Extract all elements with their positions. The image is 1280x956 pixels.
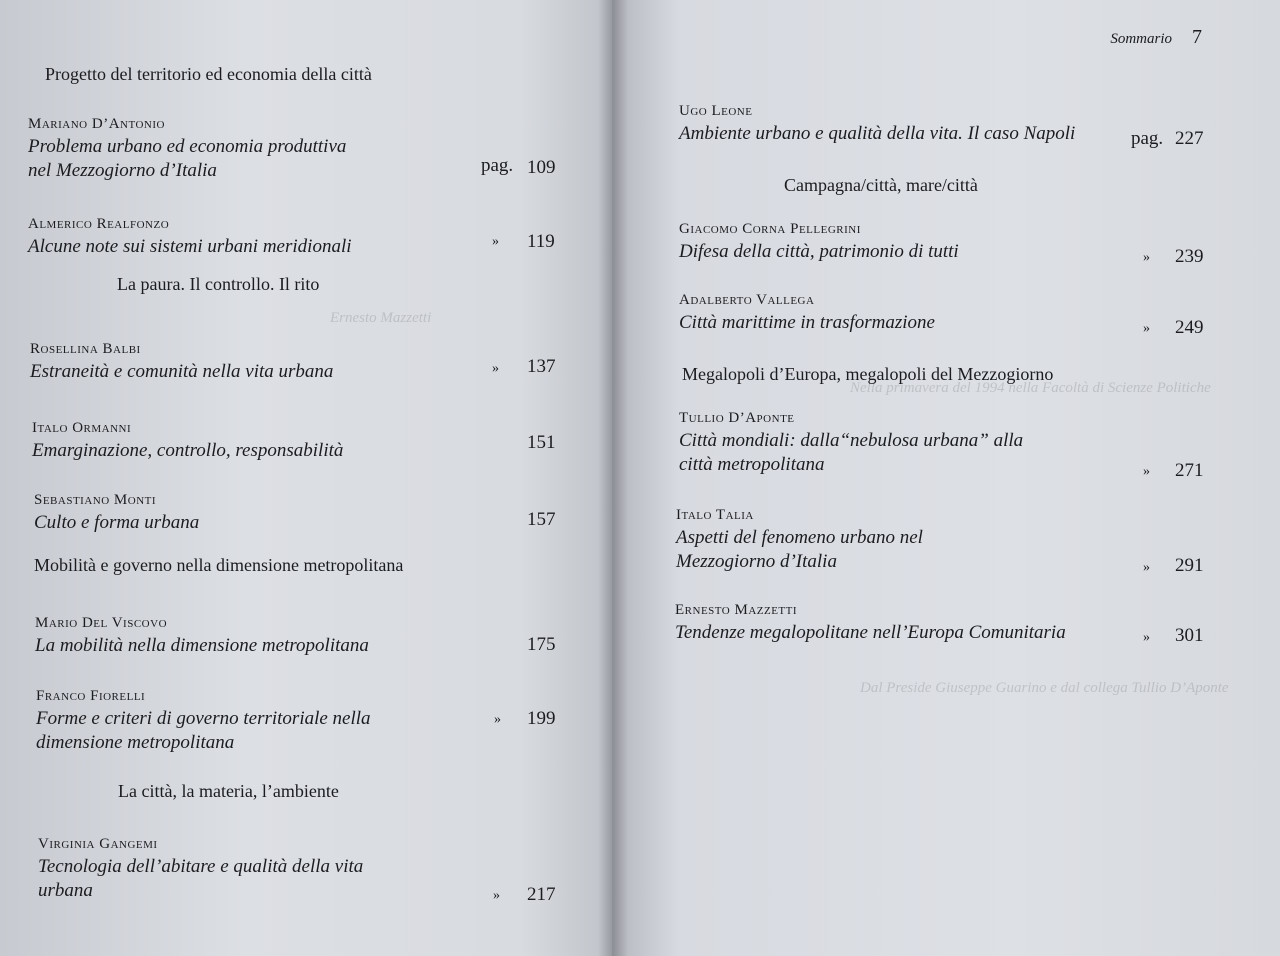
show-through-text: Ernesto Mazzetti [330, 310, 432, 326]
toc-entry[interactable] [28, 113, 558, 183]
entry-author: Mario Del Viscovo [35, 615, 168, 631]
page-prefix: » [492, 361, 499, 376]
entry-title: urbana [38, 880, 93, 901]
section-heading: La città, la materia, l’ambiente [118, 781, 339, 801]
entry-title: Culto e forma urbana [34, 512, 200, 533]
entry-title: Difesa della città, patrimonio di tutti [679, 241, 959, 262]
page-number: 7 [1192, 26, 1202, 48]
show-through-text: Dal Preside Giuseppe Guarino e dal collega Tullio D’Aponte [860, 680, 1229, 696]
page-ref: 137 [527, 356, 556, 377]
page-prefix: » [1143, 464, 1150, 479]
page-ref: 175 [527, 634, 556, 655]
page-ref: 199 [527, 708, 556, 729]
entry-title: città metropolitana [679, 454, 825, 475]
page-prefix: » [493, 888, 500, 903]
entry-title: Alcune note sui sistemi urbani meridionali [28, 236, 352, 257]
entry-title: Emarginazione, controllo, responsabilità [32, 440, 344, 461]
entry-title: Città marittime in trasformazione [679, 312, 935, 333]
toc-entry[interactable] [679, 100, 1179, 146]
page-ref: 227 [1175, 128, 1204, 149]
entry-title: Ambiente urbano e qualità della vita. Il caso Napoli [679, 123, 1076, 144]
section-heading: Campagna/città, mare/città [784, 175, 978, 195]
book-gutter [598, 0, 628, 956]
entry-title: La mobilità nella dimensione metropolitana [35, 635, 369, 656]
entry-title: Aspetti del fenomeno urbano nel [676, 527, 923, 548]
entry-author: Adalberto Vallega [679, 292, 815, 308]
page-ref: 291 [1175, 555, 1204, 576]
toc-entry[interactable] [32, 417, 562, 463]
running-header [1110, 26, 1202, 49]
toc-entry[interactable] [36, 685, 566, 755]
toc-entry[interactable] [679, 218, 1179, 264]
page-prefix: pag. [1131, 128, 1164, 149]
page-prefix: pag. [481, 155, 514, 176]
entry-author: Italo Ormanni [32, 420, 132, 436]
toc-entry[interactable] [30, 338, 560, 384]
entry-title: nel Mezzogiorno d’Italia [28, 160, 217, 181]
toc-entry[interactable] [679, 407, 1179, 477]
entry-author: Italo Talia [676, 507, 754, 523]
entry-title: Problema urbano ed economia produttiva [28, 136, 347, 157]
running-title: Sommario [1110, 31, 1172, 47]
page-prefix: » [1143, 250, 1150, 265]
entry-author: Tullio D’Aponte [679, 410, 795, 426]
show-through-text: Nella primavera del 1994 nella Facoltà di Scienze Politiche [850, 380, 1211, 396]
section-heading: Mobilità e governo nella dimensione metropolitana [34, 555, 404, 575]
section-heading: La paura. Il controllo. Il rito [117, 274, 320, 294]
page-prefix: » [494, 712, 501, 727]
entry-title: Mezzogiorno d’Italia [676, 551, 837, 572]
toc-entry[interactable] [38, 833, 568, 903]
page-ref: 301 [1175, 625, 1204, 646]
page-ref: 217 [527, 884, 556, 905]
entry-author: Ugo Leone [679, 103, 753, 119]
entry-title: Tecnologia dell’abitare e qualità della vita [38, 856, 364, 877]
toc-entry[interactable] [676, 504, 1176, 574]
page-ref: 151 [527, 432, 556, 453]
entry-author: Almerico Realfonzo [28, 216, 170, 232]
section-heading: Megalopoli d’Europa, megalopoli del Mezzogiorno [682, 364, 1054, 384]
page-ref: 157 [527, 509, 556, 530]
entry-author: Virginia Gangemi [38, 836, 158, 852]
page-prefix: » [1143, 630, 1150, 645]
page-prefix: » [492, 234, 499, 249]
entry-author: Sebastiano Monti [34, 492, 157, 508]
section-heading: Progetto del territorio ed economia della città [45, 64, 372, 84]
page-ref: 109 [527, 157, 556, 178]
entry-title: dimensione metropolitana [36, 732, 235, 753]
entry-author: Ernesto Mazzetti [675, 602, 798, 618]
page-ref: 119 [527, 231, 555, 252]
toc-entry[interactable] [679, 289, 1179, 335]
entry-title: Estraneità e comunità nella vita urbana [30, 361, 334, 382]
toc-entry[interactable] [28, 213, 558, 259]
page-prefix: » [1143, 560, 1150, 575]
entry-author: Mariano D’Antonio [28, 116, 165, 132]
toc-entry[interactable] [675, 599, 1175, 645]
toc-entry[interactable] [35, 612, 565, 658]
entry-title: Città mondiali: dalla“nebulosa urbana” alla [679, 430, 1024, 451]
entry-author: Rosellina Balbi [30, 341, 141, 357]
entry-author: Franco Fiorelli [36, 688, 146, 704]
page-ref: 239 [1175, 246, 1204, 267]
entry-title: Tendenze megalopolitane nell’Europa Comunitaria [675, 622, 1066, 643]
entry-title: Forme e criteri di governo territoriale nella [36, 708, 371, 729]
page-ref: 271 [1175, 460, 1204, 481]
toc-entry[interactable] [34, 489, 564, 535]
entry-author: Giacomo Corna Pellegrini [679, 221, 861, 237]
page-ref: 249 [1175, 317, 1204, 338]
page-prefix: » [1143, 321, 1150, 336]
